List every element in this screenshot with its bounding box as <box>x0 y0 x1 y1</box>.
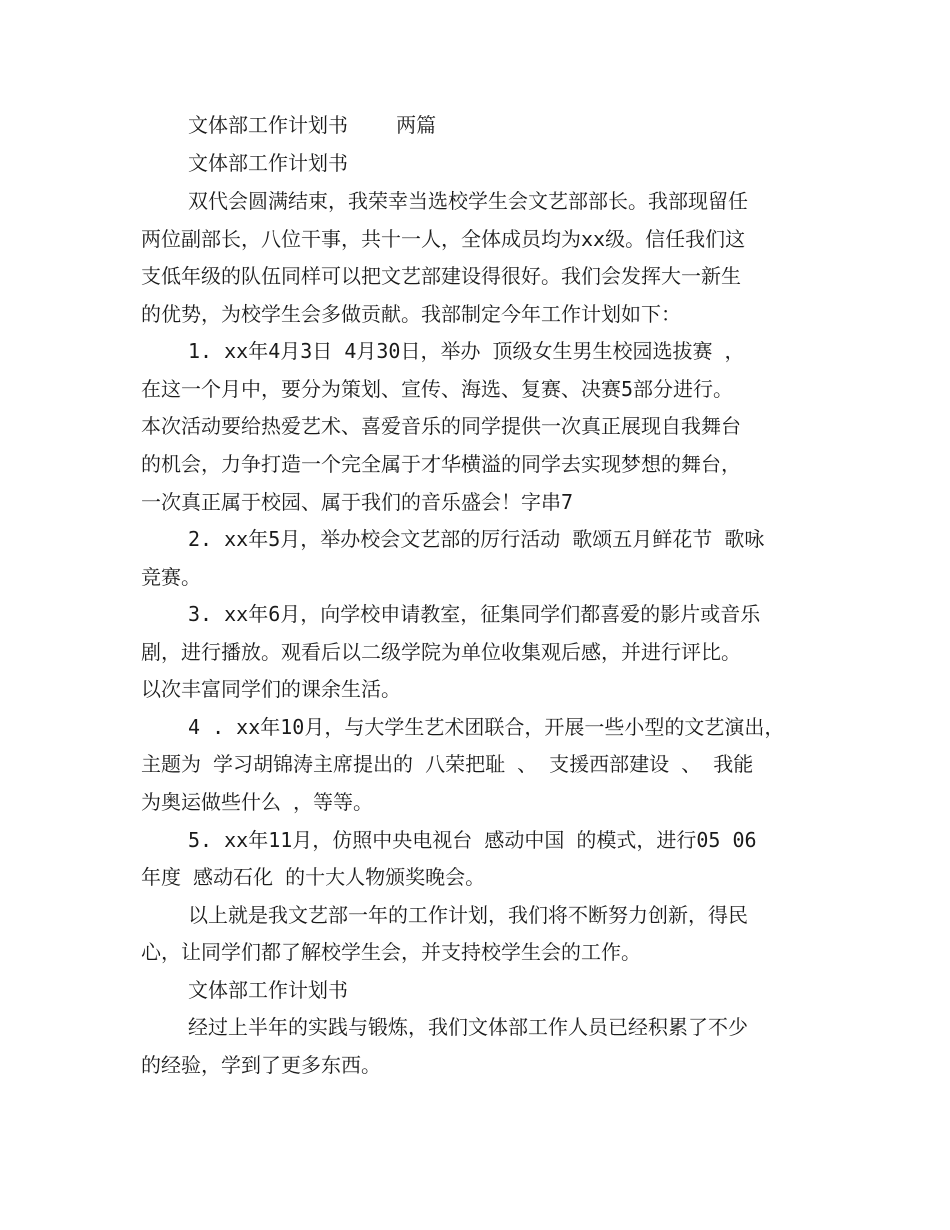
section-heading: 文体部工作计划书 <box>188 151 348 175</box>
paragraph-line: 两位副部长，八位干事，共十一人，全体成员均为xx级。信任我们这 <box>141 227 746 251</box>
paragraph-line: 的经验，学到了更多东西。 <box>141 1053 381 1077</box>
paragraph-line: 的机会，力争打造一个完全属于才华横溢的同学去实现梦想的舞台， <box>141 452 741 476</box>
paragraph-line: 以上就是我文艺部一年的工作计划，我们将不断努力创新，得民 <box>188 903 748 927</box>
paragraph-line: 经过上半年的实践与锻炼，我们文体部工作人员已经积累了不少 <box>188 1015 748 1039</box>
paragraph-line: 1. xx年4月3日 4月30日，举办 顶级女生男生校园选拔赛 ， <box>188 339 745 363</box>
paragraph-line: 在这一个月中，要分为策划、宣传、海选、复赛、决赛5部分进行。 <box>141 377 734 401</box>
paragraph-line: 4 . xx年10月，与大学生艺术团联合，开展一些小型的文艺演出， <box>188 715 785 739</box>
paragraph-line: 心，让同学们都了解校学生会，并支持校学生会的工作。 <box>141 940 641 964</box>
paragraph-line: 为奥运做些什么 ，等等。 <box>141 790 374 814</box>
paragraph-line: 剧，进行播放。观看后以二级学院为单位收集观后感，并进行评比。 <box>141 640 741 664</box>
paragraph-line: 支低年级的队伍同样可以把文艺部建设得很好。我们会发挥大一新生 <box>141 264 741 288</box>
paragraph-line: 3. xx年6月，向学校申请教室，征集同学们都喜爱的影片或音乐 <box>188 602 761 626</box>
paragraph-line: 以次丰富同学们的课余生活。 <box>141 677 401 701</box>
paragraph-line: 主题为 学习胡锦涛主席提出的 八荣把耻 、 支援西部建设 、 我能 <box>141 752 754 776</box>
paragraph-line: 2. xx年5月，举办校会文艺部的厉行活动 歌颂五月鲜花节 歌咏 <box>188 527 765 551</box>
paragraph-line: 双代会圆满结束，我荣幸当选校学生会文艺部部长。我部现留任 <box>188 189 748 213</box>
section-heading: 文体部工作计划书 <box>188 978 348 1002</box>
paragraph-line: 年度 感动石化 的十大人物颁奖晚会。 <box>141 865 486 889</box>
paragraph-line: 竞赛。 <box>141 565 201 589</box>
paragraph-line: 一次真正属于校园、属于我们的音乐盛会！字串7 <box>141 490 574 514</box>
document-title: 文体部工作计划书 两篇 <box>188 113 437 137</box>
paragraph-line: 5. xx年11月，仿照中央电视台 感动中国 的模式，进行05 06 <box>188 828 757 852</box>
paragraph-line: 的优势，为校学生会多做贡献。我部制定今年工作计划如下： <box>141 302 681 326</box>
paragraph-line: 本次活动要给热爱艺术、喜爱音乐的同学提供一次真正展现自我舞台 <box>141 414 741 438</box>
